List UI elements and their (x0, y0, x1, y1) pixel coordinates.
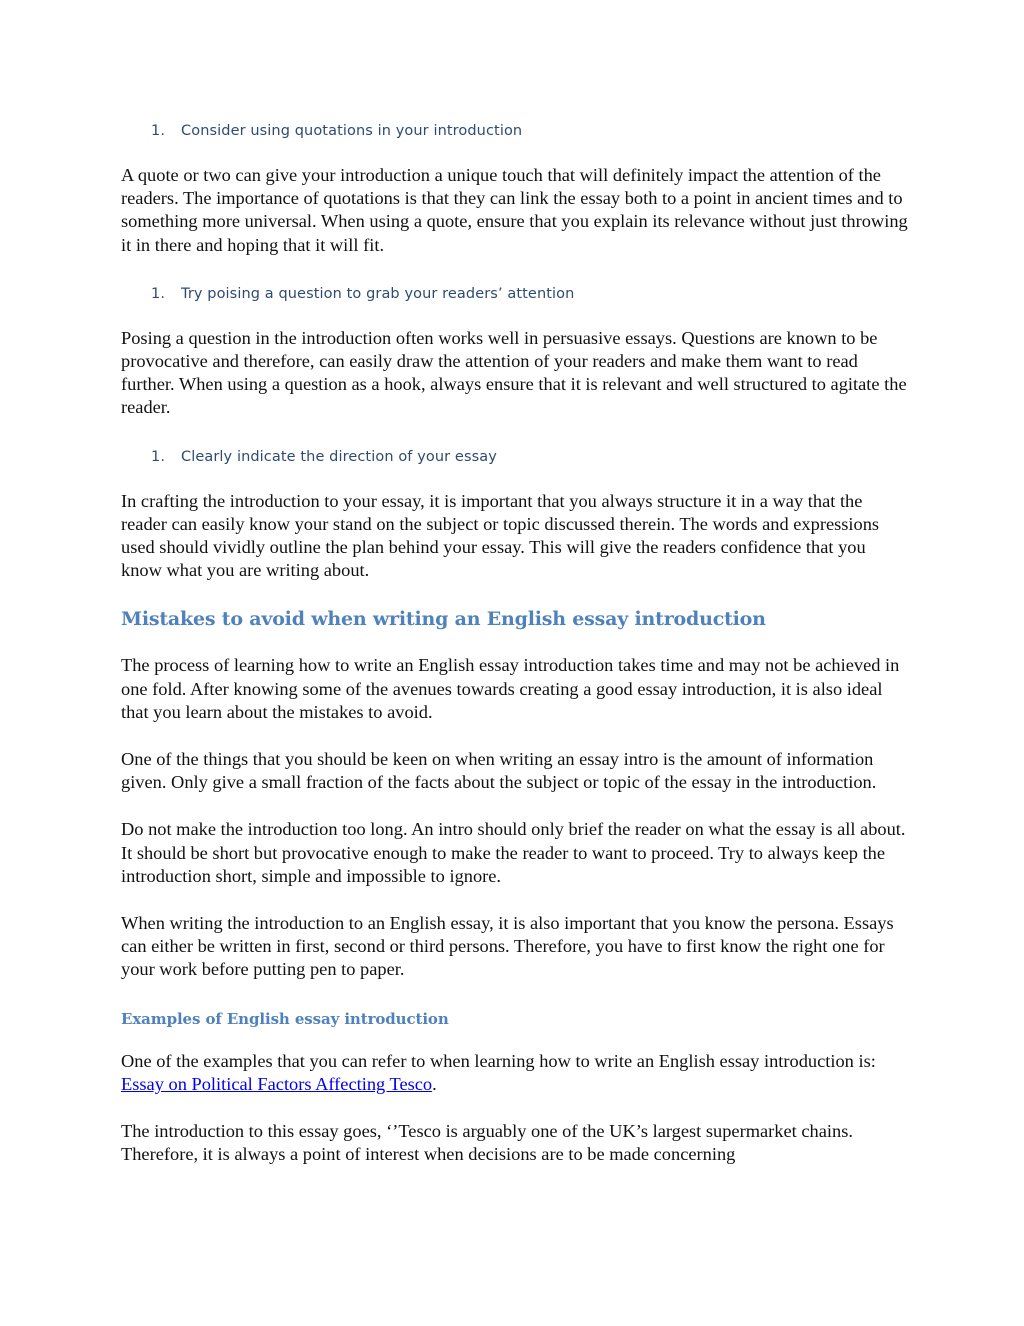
paragraph-direction: In crafting the introduction to your essay, it is important that you always structure it in a way that the reader can easily know your stand on the subject or topic discussed therein. The words and expressions used should vividly outline the plan behind your essay. This will give the readers confidence that you know what you are writing about. (121, 490, 880, 581)
paragraph-mistakes-1: The process of learning how to write an English essay introduction takes time and may not be achieved in one fold. After knowing some of the avenues towards creating a good essay introduction, it is also ideal that you learn about the mistakes to avoid. (121, 655, 900, 722)
list-item-title: Clearly indicate the direction of your essay (181, 448, 497, 465)
list-item-title: Try poising a question to grab your readers’ attention (181, 285, 575, 302)
list-item-direction (151, 444, 911, 470)
list-item-title: Consider using quotations in your introduction (181, 123, 523, 139)
paragraph-mistakes-3: Do not make the introduction too long. An intro should only brief the reader on what the essay is all about. It should be short but provocative enough to make the reader to want to proceed. Try to always keep the introduction short, simple and impossible to ignore. (121, 819, 906, 886)
section-heading-examples: Examples of English essay introduction (121, 1009, 449, 1028)
section-heading-mistakes: Mistakes to avoid when writing an English essay introduction (121, 608, 766, 631)
paragraph-examples-intro (121, 1050, 911, 1096)
document-content (121, 118, 911, 1190)
examples-intro-text: One of the examples that you can refer to when learning how to write an English essay introduction is: (121, 1050, 876, 1071)
list-item-quotations (151, 118, 911, 144)
list-item-question (151, 281, 911, 307)
paragraph-examples-closing: The introduction to this essay goes, ‘’Tesco is arguably one of the UK’s largest supermarket chains. Therefore, it is always a point of interest when decisions are to be made concerning (121, 1121, 853, 1165)
paragraph-mistakes-2: One of the things that you should be keen on when writing an essay intro is the amount of information given. Only give a small fraction of the facts about the subject or topic of the essay in the introduction. (121, 749, 877, 793)
paragraph-question: Posing a question in the introduction often works well in persuasive essays. Questions are known to be provocative and therefore, can easily draw the attention of your readers and make them want to read further. When using a question as a hook, always ensure that it is relevant and well structured to agitate the reader. (121, 327, 907, 418)
list-number: 1. (151, 123, 166, 139)
tesco-essay-link[interactable]: Essay on Political Factors Affecting Tesco (121, 1073, 433, 1094)
list-number: 1. (151, 448, 166, 465)
list-number: 1. (151, 285, 166, 302)
paragraph-mistakes-4: When writing the introduction to an English essay, it is also important that you know the persona. Essays can either be written in first, second or third persons. Therefore, you have to first know the right one for your work before putting pen to paper. (121, 913, 894, 980)
examples-after-link: . (432, 1073, 437, 1094)
paragraph-quotations: A quote or two can give your introduction a unique touch that will definitely impact the attention of the readers. The importance of quotations is that they can link the essay both to a point in ancient times and to something more universal. When using a quote, ensure that you explain its relevance without just throwing it in there and hoping that it will fit. (121, 165, 908, 255)
